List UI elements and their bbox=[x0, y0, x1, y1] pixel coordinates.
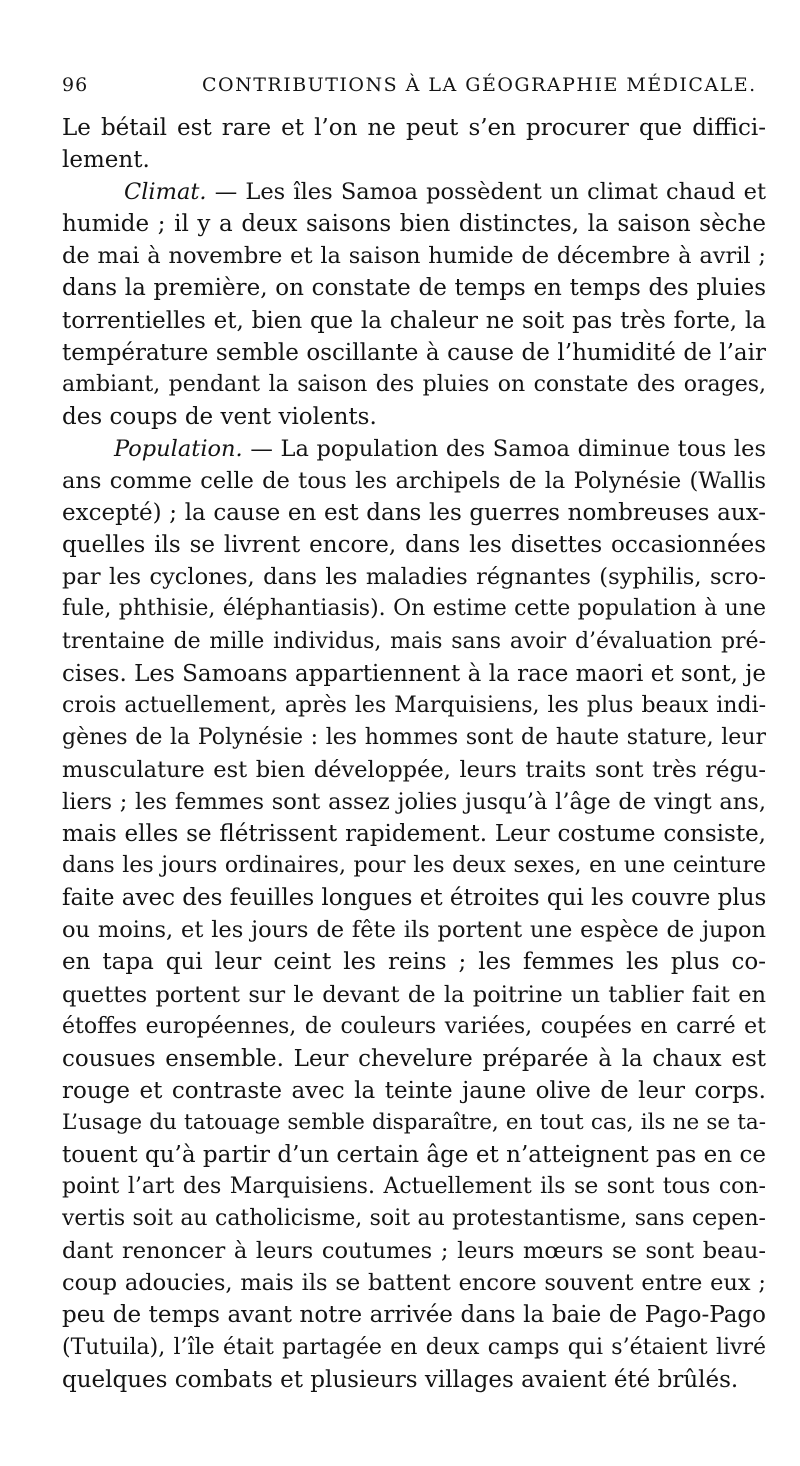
text-line: L’usage du tatouage semble disparaître, en tout cas, ils ne se ta- bbox=[62, 1109, 766, 1135]
running-title: CONTRIBUTIONS À LA GÉOGRAPHIE MÉDICALE. bbox=[202, 74, 757, 96]
text-run: — Les îles Samoa possèdent un climat chaud et bbox=[206, 179, 766, 206]
text-line: mais elles se flétrissent rapidement. Leur costume consiste, bbox=[62, 821, 766, 848]
running-head bbox=[62, 74, 762, 104]
text-line: ou moins, et les jours de fête ils portent une espèce de jupon bbox=[62, 917, 766, 944]
text-line: par les cyclones, dans les maladies régnantes (syphilis, scro- bbox=[62, 564, 766, 591]
text-line: point l’art des Marquisiens. Actuellement ils se sont tous con- bbox=[62, 1174, 766, 1200]
text-line bbox=[62, 433, 766, 465]
text-line: quelles ils se livrent encore, dans les disettes occasionnées bbox=[62, 532, 766, 559]
text-line: (Tutuila), l’île était partagée en deux camps qui s’étaient livré bbox=[62, 1334, 766, 1360]
text-line: torrentielles et, bien que la chaleur ne soit pas très forte, la bbox=[62, 307, 766, 334]
text-line: quettes portent sur le devant de la poitrine un tablier fait en bbox=[62, 981, 766, 1008]
text-line: coup adoucies, mais ils se battent encore souvent entre eux ; bbox=[62, 1270, 766, 1297]
text-line: trentaine de mille individus, mais sans avoir d’évaluation pré- bbox=[62, 628, 766, 654]
page-number: 96 bbox=[62, 74, 89, 96]
text-line: Le bétail est rare et l’on ne peut s’en procurer que diffici- bbox=[62, 115, 766, 141]
text-line: musculature est bien développée, leurs traits sont très régu- bbox=[62, 756, 766, 783]
text-line: excepté) ; la cause en est dans les guerres nombreuses aux- bbox=[62, 500, 766, 527]
text-line: quelques combats et plusieurs villages avaient été brûlés. bbox=[62, 1366, 739, 1393]
text-line: faite avec des feuilles longues et étroites qui les couvre plus bbox=[62, 885, 766, 912]
section-heading-climat: Climat. bbox=[124, 179, 207, 206]
text-line: ambiant, pendant la saison des pluies on constate des orages, bbox=[62, 371, 766, 397]
text-line: crois actuellement, après les Marquisiens, les plus beaux indi- bbox=[62, 692, 766, 718]
text-line: peu de temps avant notre arrivée dans la baie de Pago-Pago bbox=[62, 1302, 766, 1329]
body-text bbox=[62, 112, 766, 1396]
text-line: cousues ensemble. Leur chevelure préparée à la chaux est bbox=[62, 1045, 766, 1072]
text-line: fule, phthisie, éléphantiasis). On estime cette population à une bbox=[62, 596, 766, 622]
text-line: gènes de la Polynésie : les hommes sont de haute stature, leur bbox=[62, 724, 766, 750]
section-heading-population: Population. bbox=[114, 435, 243, 462]
text-line: vertis soit au catholicisme, soit au protestantisme, sans cepen- bbox=[62, 1206, 766, 1232]
text-line: de mai à novembre et la saison humide de décembre à avril ; bbox=[62, 243, 766, 270]
text-line: étoffes européennes, de couleurs variées, coupées en carré et bbox=[62, 1013, 766, 1039]
text-line: dans la première, on constate de temps en temps des pluies bbox=[62, 275, 766, 302]
text-line: touent qu’à partir d’un certain âge et n’atteignent pas en ce bbox=[62, 1142, 766, 1168]
text-line: dant renoncer à leurs coutumes ; leurs mœurs se sont beau- bbox=[62, 1238, 766, 1265]
text-line: dans les jours ordinaires, pour les deux sexes, en une ceinture bbox=[62, 853, 766, 879]
text-line: rouge et contraste avec la teinte jaune olive de leur corps. bbox=[62, 1077, 766, 1104]
text-line: température semble oscillante à cause de l’humidité de l’air bbox=[62, 339, 766, 366]
text-line: en tapa qui leur ceint les reins ; les femmes les plus co- bbox=[62, 949, 766, 976]
text-line: ans comme celle de tous les archipels de la Polynésie (Wallis bbox=[62, 468, 766, 495]
text-line: lement. bbox=[62, 147, 150, 174]
text-line: humide ; il y a deux saisons bien distinctes, la saison sèche bbox=[62, 211, 766, 238]
text-run: — La population des Samoa diminue tous les bbox=[242, 435, 766, 462]
text-line: cises. Les Samoans appartiennent à la race maori et sont, je bbox=[62, 660, 766, 687]
text-line: liers ; les femmes sont assez jolies jusqu’à l’âge de vingt ans, bbox=[62, 788, 766, 815]
text-line: des coups de vent violents. bbox=[62, 403, 377, 430]
text-line bbox=[62, 176, 766, 208]
